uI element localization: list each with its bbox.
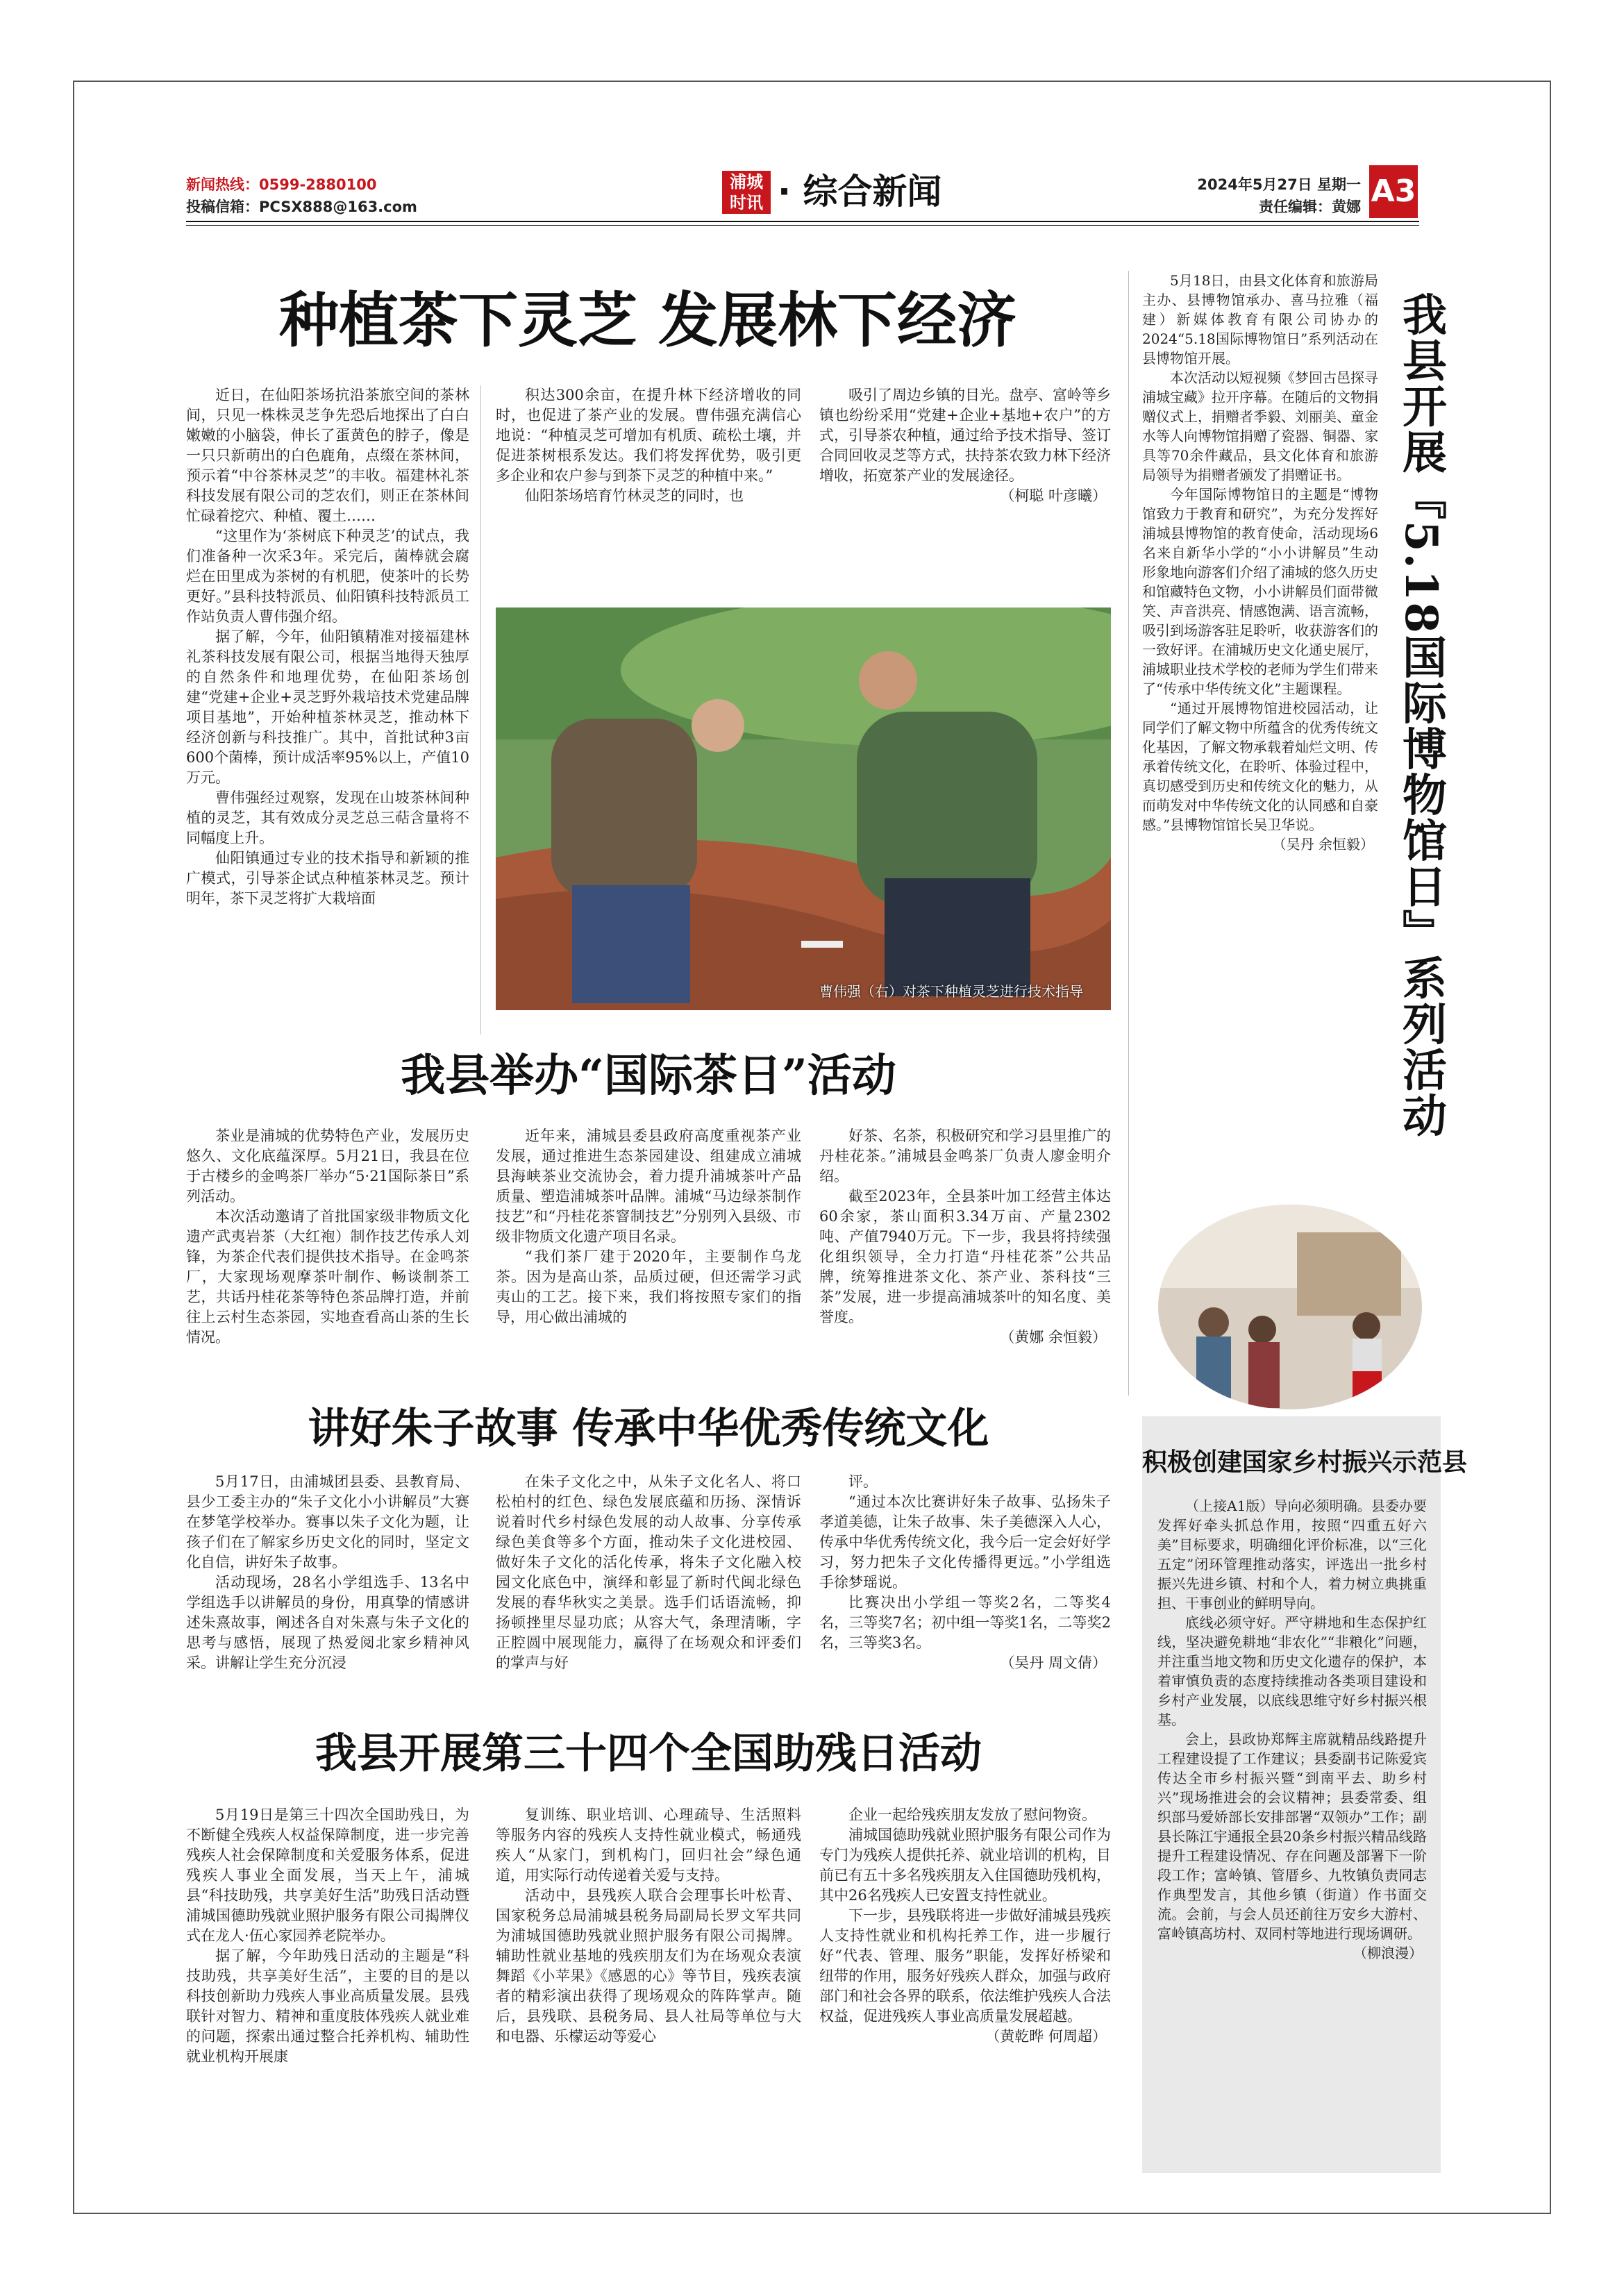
section-name: 综合新闻	[803, 171, 942, 212]
publication-logo: 浦城时讯	[722, 171, 771, 214]
page-number: A3	[1369, 165, 1418, 218]
article1-col2: 积达300余亩，在提升林下经济增收的同时，也促进了茶产业的发展。曹伟强充满信心地说：“种植灵芝可增加有机质、疏松土壤，并促进茶树根系发达。我们将发挥优势，吸引更多企业和农户参与到茶下灵芝的种植中来。” 仙阳茶场培育竹林灵芝的同时，也	[496, 387, 801, 504]
article4-col2: 复训练、职业培训、心理疏导、生活照料等服务内容的残疾人支持性就业模式，畅通残疾人“从家门，到机构门，回归社会”绿色通道，用实际行动传递着关爱与支持。 活动中，县残疾人联合会理事长叶松青、国家税务总局浦城县税务局副局长罗文军共同为浦城国德助残就业照护服务有限公司揭牌。辅助性就业基地的残疾朋友们为在场观众表演舞蹈《小苹果》《感恩的心》等节目，残疾表演者的精彩演出获得了现场观众的阵阵掌声。随后，县残联、县税务局、县人社局等单位与大和电器、乐檬运动等爱心	[496, 1807, 801, 2045]
museum-photo-icon	[1158, 1205, 1422, 1409]
article4-col1: 5月19日是第三十四次全国助残日，为不断健全残疾人权益保障制度，进一步完善残疾人社会保障制度和关爱服务体系，促进残疾人事业全面发展，当天上午，浦城县“科技助残，共享美好生活”助残日活动暨浦城国德助残就业照护服务有限公司揭牌仪式在龙人·伍心家园养老院举办。 据了解，今年助残日活动的主题是“科技助残，共享美好生活”，主要的目的是以科技创新助力残疾人事业高质量发展。县残联针对智力、精神和重度肢体残疾人就业难的问题，探索出通过整合托养机构、辅助性就业机构开展康	[186, 1807, 469, 2065]
article4-byline: （黄乾晔 何周超）	[985, 2028, 1107, 2045]
article3-col3: 评。 “通过本次比赛讲好朱子故事、弘扬朱子孝道美德，让朱子故事、朱子美德深入人心，传承中华优秀传统文化，我今后一定会好好学习，努力把朱子文化传播得更远。”小学组选手徐梦瑶说。 比赛决出小学组一等奖2名，二等奖4名，三等奖7名；初中组一等奖1名，二等奖2名，三等奖3名。 （吴丹 周文倩）	[819, 1472, 1111, 1715]
hotline: 新闻热线：0599-2880100	[186, 176, 377, 193]
article2-col1: 茶业是浦城的优势特色产业，发展历史悠久、文化底蕴深厚。5月21日，我县在位于古楼乡的金鸣茶厂举办“5·21国际茶日”系列活动。 本次活动邀请了首批国家级非物质文化遗产武夷岩茶（大红袍）制作技艺传承人刘锋，为茶企代表们提供技术指导。在金鸣茶厂，大家现场观摩茶叶制作、畅谈制茶工艺，共话丹桂花茶等特色茶品牌打造，并前往上云村生态茶园，实地查看高山茶的生长情况。	[186, 1128, 469, 1346]
responsible-editor: 责任编辑：黄娜	[1259, 199, 1361, 215]
article1-byline: （柯聪 叶彦曦）	[1000, 487, 1107, 504]
masthead-rule-thin	[186, 225, 1419, 226]
article1-col1: 近日，在仙阳茶场抗沿茶旅空间的茶林间，只见一株株灵芝争先恐后地探出了白白嫩嫩的小脑袋，伸长了蛋黄色的脖子，像是一只只新萌出的白色鹿角，点缀在茶林间，预示着“中谷茶林灵芝”的丰收。福建林礼茶科技发展有限公司的芝农们，则正在茶林间忙碌着挖穴、种植、覆土…… “这里作为‘茶树底下种灵芝’的试点，我们准备种一次采3年。采完后，菌棒就会腐烂在田里成为茶树的有机肥，使茶叶的长势更好。”县科技特派员、仙阳镇科技特派员工作站负责人曹伟强介绍。 据了解，今年，仙阳镇精准对接福建林礼茶科技发展有限公司，根据当地得天独厚的自然条件和地理优势，在仙阳茶场创建“党建+企业+灵芝野外栽培技术党建品牌项目基地”，开始种植茶林灵芝，推动林下经济创新与科技推广。其中，首批试种3亩600个菌棒，预计成活率95%以上，产值10万元。 曹伟强经过观察，发现在山坡茶林间种植的灵芝，其有效成分灵芝总三萜含量将不同幅度上升。 仙阳镇通过专业的技术指导和新颖的推广模式，引导茶企试点种植茶林灵芝。预计明年，茶下灵芝将扩大栽培面	[186, 387, 469, 907]
tea-field-photo-icon	[496, 607, 1111, 1010]
photo-caption: 曹伟强（右）对茶下种植灵芝进行技术指导	[819, 983, 1083, 1000]
article5-byline: （吴丹 余恒毅）	[1272, 836, 1374, 853]
sidebar-title: 积极创建国家乡村振兴示范县	[1142, 1448, 1468, 1477]
column-divider	[1128, 271, 1129, 1396]
article3-byline: （吴丹 周文倩）	[1000, 1654, 1107, 1671]
article4-col3: 企业一起给残疾朋友发放了慰问物资。 浦城国德助残就业照护服务有限公司作为专门为残疾人提供托养、就业培训的机构，目前已有五十多名残疾朋友入住国德助残机构，其中26名残疾人已安置支持性就业。 下一步，县残联将进一步做好浦城县残疾人支持性就业和机构托养工作，进一步履行好“代表、管理、服务”职能，发挥好桥梁和纽带的作用，服务好残疾人群众，加强与政府部门和社会各界的联系，依法维护残疾人合法权益，促进残疾人事业高质量发展超越。 （黄乾晔 何周超）	[819, 1805, 1111, 2145]
article5-body: 5月18日，由县文化体育和旅游局主办、县博物馆承办、喜马拉雅（福建）新媒体教育有限公司协办的2024“5.18国际博物馆日”系列活动在县博物馆开展。 本次活动以短视频《梦回古邑探寻浦城宝藏》拉开序幕。在随后的文物捐赠仪式上，捐赠者季毅、刘丽美、童金水等人向博物馆捐赠了瓷器、铜器、家具等70余件藏品，县文化体育和旅游局领导为捐赠者颁发了捐赠证书。 今年国际博物馆日的主题是“博物馆致力于教育和研究”，为充分发挥好浦城县博物馆的教育使命，活动现场6名来自新华小学的“小小讲解员”生动形象地向游客们介绍了浦城的悠久历史和馆藏特色文物，小小讲解员们面带微笑、声音洪亮、情感饱满、语言流畅，吸引到场游客驻足聆听，收获游客们的一致好评。在浦城历史文化通史展厅，浦城职业技术学校的老师为学生们带来了“传承中华传统文化”主题课程。 “通过开展博物馆进校园活动，让同学们了解文物中所蕴含的优秀传统文化基因，了解文物承载着灿烂文明、传承着传统文化，在聆听、体验过程中，真切感受到历史和传统文化的魅力，从而萌发对中华传统文化的认同感和自豪感。”县博物馆馆长吴卫华说。 （吴丹 余恒毅）	[1142, 272, 1378, 853]
article3-col2: 在朱子文化之中，从朱子文化名人、将口松柏村的红色、绿色发展底蕴和历扬、深情诉说着时代乡村绿色发展的动人故事、分享传承绿色美食等多个方面，推动朱子文化进校园、做好朱子文化的活化传承，将朱子文化融入校园文化底色中，演绎和彰显了新时代闽北绿色发展的春华秋实之美景。选手们话语流畅，抑扬顿挫里尽显功底；从容大气，条理清晰，字正腔圆中展现能力，赢得了在场观众和评委们的掌声与好	[496, 1473, 801, 1671]
submission-email: 投稿信箱：PCSX888@163.com	[186, 199, 417, 215]
section-title: · 综合新闻	[778, 171, 942, 212]
masthead-date	[1187, 174, 1361, 218]
article2-col3: 好茶、名茶，积极研究和学习县里推广的丹桂花茶。”浦城县金鸣茶厂负责人廖金明介绍。 截至2023年，全县茶叶加工经营主体达60余家，茶山面积3.34万亩、产量2302吨、产值7940万元。下一步，我县将持续强化组织领导，全力打造“丹桂花茶”公共品牌，统筹推进茶文化、茶产业、茶科技“三茶”发展，进一步提高浦城茶叶的知名度、美誉度。 （黄娜 余恒毅）	[819, 1126, 1111, 1386]
masthead-rule	[186, 221, 1419, 222]
article3-col1: 5月17日，由浦城团县委、县教育局、县少工委主办的“朱子文化小小讲解员”大赛在梦笔学校举办。赛事以朱子文化为题，让孩子们在了解家乡历史文化的同时，坚定文化自信，讲好朱子故事。 活动现场，28名小学组选手、13名中学组选手以讲解员的身份，用真挚的情感讲述朱熹故事，阐述各自对朱熹与朱子文化的思考与感悟，展现了热爱阅北家乡精神风采。讲解让学生充分沉浸	[186, 1473, 469, 1671]
museum-photo	[1158, 1205, 1422, 1409]
sidebar-body: （上接A1版）导向必须明确。县委办要发挥好牵头抓总作用，按照“四重五好六美”目标要求，明确细化评价标准，以“三化五定”闭环管理推动落实，评选出一批乡村振兴先进乡镇、村和个人，着力树立典挑重担、干事创业的鲜明导向。 底线必须守好。严守耕地和生态保护红线，坚决避免耕地“非农化”“非粮化”问题，并注重当地文物和历史文化遗存的保护，本着审慎负责的态度持续推动各类项目建设和乡村产业发展，以底线思维守好乡村振兴根基。 会上，县政协郑辉主席就精品线路提升工程建设提了工作建议；县委副书记陈爱宾传达全市乡村振兴暨“到南平去、助乡村兴”现场推进会的会议精神；县委常委、组织部马爱娇部长安排部署“双领办”工作；副县长陈江宇通报全县20条乡村振兴精品线路提升工程建设情况、存在问题及部署下一阶段工作；富岭镇、管厝乡、九牧镇负责同志作典型发言，其他乡镇（街道）作书面交流。会前，与会人员还前往万安乡大游村、富岭镇高坊村、双同村等地进行现场调研。 （柳浪漫）	[1157, 1498, 1427, 1961]
headline-2: 我县举办“国际茶日”活动	[401, 1050, 896, 1102]
article1-photo	[496, 607, 1111, 1010]
sidebar-byline: （柳浪漫）	[1353, 1945, 1423, 1961]
sidebar-box	[1142, 1416, 1468, 2173]
column-divider	[480, 385, 481, 1034]
headline-1: 种植茶下灵芝 发展林下经济	[279, 286, 1016, 355]
article1-col3: 吸引了周边乡镇的目光。盘亭、富岭等乡镇也纷纷采用“党建+企业+基地+农户”的方式，引导茶农种植，通过给予技术指导、签订合同回收灵芝等方式，扶持茶农致力林下经济增收，拓宽茶产业的发展途径。 （柯聪 叶彦曦）	[819, 385, 1111, 566]
issue-date: 2024年5月27日 星期一	[1197, 176, 1361, 193]
article2-byline: （黄娜 余恒毅）	[1000, 1329, 1107, 1346]
masthead-contact	[186, 174, 547, 218]
headline-3: 讲好朱子故事 传承中华优秀传统文化	[308, 1405, 989, 1453]
headline-4: 我县开展第三十四个全国助残日活动	[315, 1729, 982, 1778]
article2-col2: 近年来，浦城县委县政府高度重视茶产业发展，通过推进生态茶园建设、组建成立浦城县海峡茶业交流协会，着力提升浦城茶叶产品质量、塑造浦城茶叶品牌。浦城“马边绿茶制作技艺”和“丹桂花茶窨制技艺”分别列入县级、市级非物质文化遗产项目名录。 “我们茶厂建于2020年，主要制作乌龙茶。因为是高山茶，品质过硬，但还需学习武夷山的工艺。接下来，我们将按照专家们的指导，用心做出浦城的	[496, 1128, 801, 1325]
article5-vertical-headline: 我县开展『5.18国际博物馆日』系列活动	[1395, 292, 1447, 1139]
